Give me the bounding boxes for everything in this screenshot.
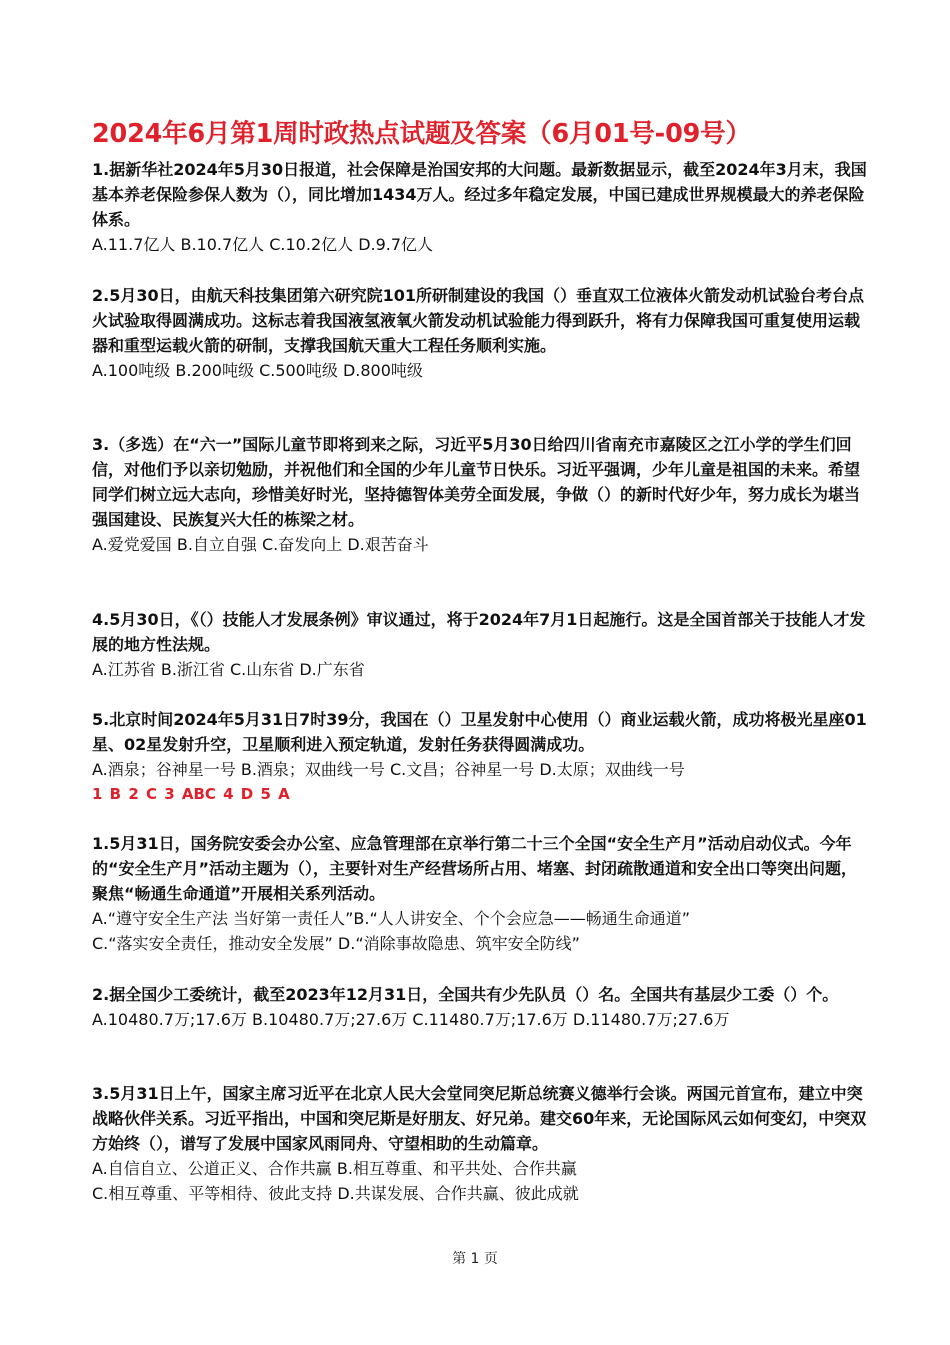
answer-key: 1 B 2 C 3 ABC 4 D 5 A	[92, 785, 290, 803]
question-options: A.11.7亿人 B.10.7亿人 C.10.2亿人 D.9.7亿人	[92, 235, 434, 254]
question-block	[92, 283, 867, 383]
question-stem: 4.5月30日，《（）技能人才发展条例》审议通过，将于2024年7月1日起施行。这是全国首部关于技能人才发展的地方性法规。	[92, 610, 866, 654]
question-block	[92, 432, 867, 557]
question-stem: 2.5月30日，由航天科技集团第六研究院101所研制建设的我国（）垂直双工位液体火箭发动机试验台考台点火试验取得圆满成功。这标志着我国液氢液氧火箭发动机试验能力得到跃升，将有力保障我国可重复使用运载器和重型运载火箭的研制，支撑我国航天重大工程任务顺利实施。	[92, 286, 865, 355]
question-stem: 3.5月31日上午，国家主席习近平在北京人民大会堂同突尼斯总统赛义德举行会谈。两国元首宣布，建立中突战略伙伴关系。习近平指出，中国和突尼斯是好朋友、好兄弟。建交60年来，无论国际风云如何变幻，中突双方始终（），谱写了发展中国家风雨同舟、守望相助的生动篇章。	[92, 1084, 867, 1153]
question-block	[92, 831, 867, 956]
question-options: C.相互尊重、平等相待、彼此支持 D.共谋发展、合作共赢、彼此成就	[92, 1184, 579, 1203]
question-options: A.爱党爱国 B.自立自强 C.奋发向上 D.艰苦奋斗	[92, 535, 429, 554]
question-block	[92, 982, 867, 1032]
question-stem: 3.（多选）在“六一”国际儿童节即将到来之际，习近平5月30日给四川省南充市嘉陵区之江小学的学生们回信，对他们予以亲切勉励，并祝他们和全国的少年儿童节日快乐。习近平强调，少年儿童是祖国的未来。希望同学们树立远大志向，珍惜美好时光，坚持德智体美劳全面发展，争做（）的新时代好少年，努力成长为堪当强国建设、民族复兴大任的栋梁之材。	[92, 435, 861, 529]
question-options: A.江苏省 B.浙江省 C.山东省 D.广东省	[92, 660, 365, 679]
question-stem: 2.据全国少工委统计，截至2023年12月31日，全国共有少先队员（）名。全国共有基层少工委（）个。	[92, 985, 839, 1004]
page-number: 第 1 页	[452, 1251, 498, 1267]
document-title: 2024年6月第1周时政热点试题及答案（6月01号-09号）	[92, 119, 751, 149]
question-options: A.酒泉；谷神星一号 B.酒泉；双曲线一号 C.文昌；谷神星一号 D.太原；双曲线一号	[92, 760, 685, 779]
question-options: A.100吨级 B.200吨级 C.500吨级 D.800吨级	[92, 361, 423, 380]
question-block	[92, 157, 867, 257]
question-block	[92, 607, 867, 682]
question-block	[92, 1081, 867, 1206]
question-options: A.10480.7万;17.6万 B.10480.7万;27.6万 C.11480.7万;17.6万 D.11480.7万;27.6万	[92, 1010, 730, 1029]
question-options: A.自信自立、公道正义、合作共赢 B.相互尊重、和平共处、合作共赢	[92, 1159, 577, 1178]
question-stem: 1.5月31日，国务院安委会办公室、应急管理部在京举行第二十三个全国“安全生产月”活动启动仪式。今年的“安全生产月”活动主题为（），主要针对生产经营场所占用、堵塞、封闭疏散通道和安全出口等突出问题，聚焦“畅通生命通道”开展相关系列活动。	[92, 834, 858, 903]
question-options: C.“落实安全责任，推动安全发展” D.“消除事故隐患、筑牢安全防线”	[92, 934, 580, 953]
question-block	[92, 707, 867, 807]
question-options: A.“遵守安全生产法 当好第一责任人”B.“人人讲安全、个个会应急——畅通生命通道”	[92, 909, 691, 928]
question-stem: 1.据新华社2024年5月30日报道，社会保障是治国安邦的大问题。最新数据显示，截至2024年3月末，我国基本养老保险参保人数为（），同比增加1434万人。经过多年稳定发展，中国已建成世界规模最大的养老保险体系。	[92, 160, 867, 229]
question-stem: 5.北京时间2024年5月31日7时39分，我国在（）卫星发射中心使用（）商业运载火箭，成功将极光星座01星、02星发射升空，卫星顺利进入预定轨道，发射任务获得圆满成功。	[92, 710, 867, 754]
